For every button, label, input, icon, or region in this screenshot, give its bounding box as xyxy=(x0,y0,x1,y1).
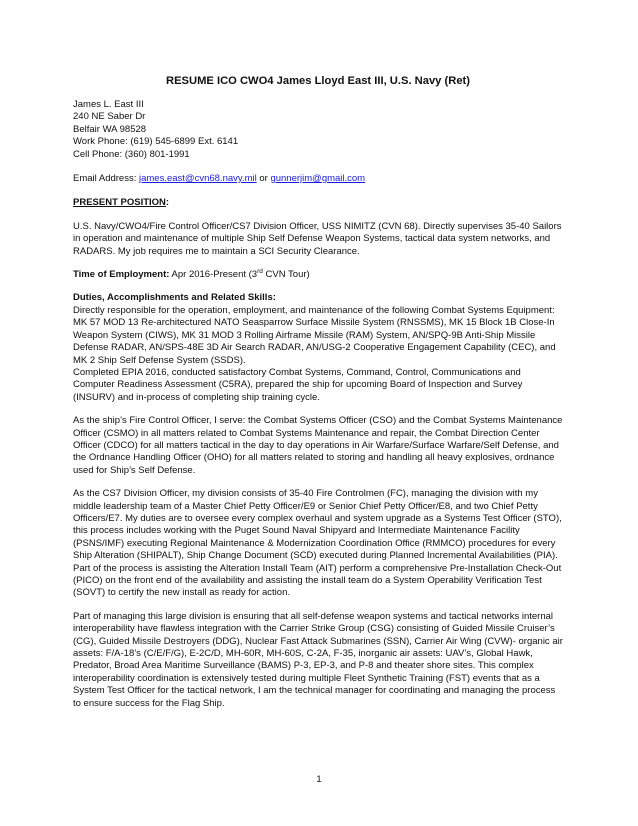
time-of-employment-ordinal: rd xyxy=(257,267,263,275)
email-secondary-link[interactable]: gunnerjim@gmail.com xyxy=(270,173,366,185)
email-label: Email Address: xyxy=(73,173,139,185)
time-of-employment-label: Time of Employment: xyxy=(73,269,170,281)
duties-paragraph-fire-control: As the ship’s Fire Control Officer, I serve: the Combat Systems Officer (CSO) and the Combat Systems Maintenance Officer (CSMO) in all matters related to Combat Systems Maintenance and repair, the Combat Direction Center Officer (CDCO) for all matters tactical in the day to day operations in Air Warfare/Surface Warfare/Self Defense, and the Ordnance Handling Officer (OHO) for all matters related to storing and handling all heavy explosives, ordnance used for Ship’s Self Defense. xyxy=(73,415,563,476)
present-position-text: U.S. Navy/CWO4/Fire Control Officer/CS7 Division Officer, USS NIMITZ (CVN 68). Directly supervises 35-40 Sailors in operation and maintenance of multiple Ship Self Defense Weapon Systems, tactical data system networks, and RADARS. My job requires me to maintain a SCI Security Clearance. xyxy=(73,220,562,257)
time-of-employment-value-post: CVN Tour) xyxy=(262,269,310,281)
contact-block xyxy=(73,99,563,161)
present-position-heading-colon: : xyxy=(165,197,170,209)
contact-name: James L. East III xyxy=(73,99,144,110)
time-of-employment-value-pre: Apr 2016-Present (3 xyxy=(169,269,258,281)
present-position-heading xyxy=(73,197,563,209)
present-position-heading-text: PRESENT POSITION xyxy=(73,197,166,209)
resume-title: RESUME ICO CWO4 James Lloyd East III, U.S. Navy (Ret) xyxy=(165,75,470,87)
duties-paragraph-epia: Completed EPIA 2016, conducted satisfactory Combat Systems, Command, Control, Communications and Computer Readiness Assessment (C5RA), prepared the ship for upcoming Board of Inspection and Survey (INSURV) and in-process of completing ship training cycle. xyxy=(73,366,523,403)
contact-cell-phone: Cell Phone: (360) 801-1991 xyxy=(73,148,190,160)
page-number: 1 xyxy=(316,774,322,785)
email-line xyxy=(73,173,563,185)
email-primary-link[interactable]: james.east@cvn68.navy.mil xyxy=(139,173,257,185)
resume-page xyxy=(73,74,563,710)
duties-paragraph-cs7: As the CS7 Division Officer, my division consists of 35-40 Fire Controlmen (FC), managing the division with my middle leadership team of a Master Chief Petty Officer/E9 or Senior Chief Petty Officer/E8, and two Chief Petty Officers/E7. My duties are to oversee every complex overhaul and system upgrade as a Systems Test Officer (STO), this process includes working with the Puget Sound Naval Shipyard and Intermediate Maintenance Facility (PSNS/IMF) executing Regional Maintenance & Modernization Coordination Office (RMMCO) procedures for every Ship Alteration (SHIPALT), Ship Change Document (SCD) executed during Planned Incremental Availabilities (PIA). Part of the process is assisting the Alteration Install Team (AIT) perform a comprehensive Pre-Installation Check-Out (PICO) on the front end of the availability and assisting the install team do a System Operability Verification Test (SOVT) to certify the new install as ready for action. xyxy=(73,488,562,599)
contact-city: Belfair WA 98528 xyxy=(73,123,147,135)
time-of-employment xyxy=(73,269,563,281)
contact-work-phone: Work Phone: (619) 545-6899 Ext. 6141 xyxy=(73,136,239,148)
duties-paragraph-interoperability: Part of managing this large division is ensuring that all self-defense weapon systems and tactical networks internal interoperability have flawless integration with the Carrier Strike Group (CSG) consisting of Guided Missile Cruiser’s (CG), Guided Missile Destroyers (DDG), Nuclear Fast Attack Submarines (SSN), Carrier Air Wing (CVW)- organic air assets: F/A-18’s (C/E/F/G), E-2C/D, MH-60R, MH-60S, C-2A, F-35, inorganic air assets: UAV’s, Global Hawk, Predator, Broad Area Maritime Surveillance (BAMS) P-3, EP-3, and P-8 and theater shore sites. This complex interoperability coordination is extensively tested during multiple Fleet Synthetic Training (FST) events that as a System Test Officer for the tactical network, I am the technical manager for coordinating and managing the process to ensure success for the Flag Ship. xyxy=(73,610,563,709)
email-or: or xyxy=(256,173,271,185)
contact-street: 240 NE Saber Dr xyxy=(73,111,146,123)
duties-paragraph-equipment: Directly responsible for the operation, employment, and maintenance of the following Combat Systems Equipment: MK 57 MOD 13 Re-architectured NATO Seasparrow Surface Missile System (RNSSMS), MK 15 Block 1B Close-In Weapon System (CIWS), MK 31 MOD 3 Rolling Airframe Missile (RAM) System, AN/SPQ-9B Anti-Ship Missile Defense RADAR, AN/SPS-48E 3D Air Search RADAR, AN/USG-2 Cooperative Engagement Capability (CEC), and MK 2 Ship Self Defense System (SSDS). xyxy=(73,304,556,366)
duties-heading: Duties, Accomplishments and Related Skills: xyxy=(73,292,276,304)
